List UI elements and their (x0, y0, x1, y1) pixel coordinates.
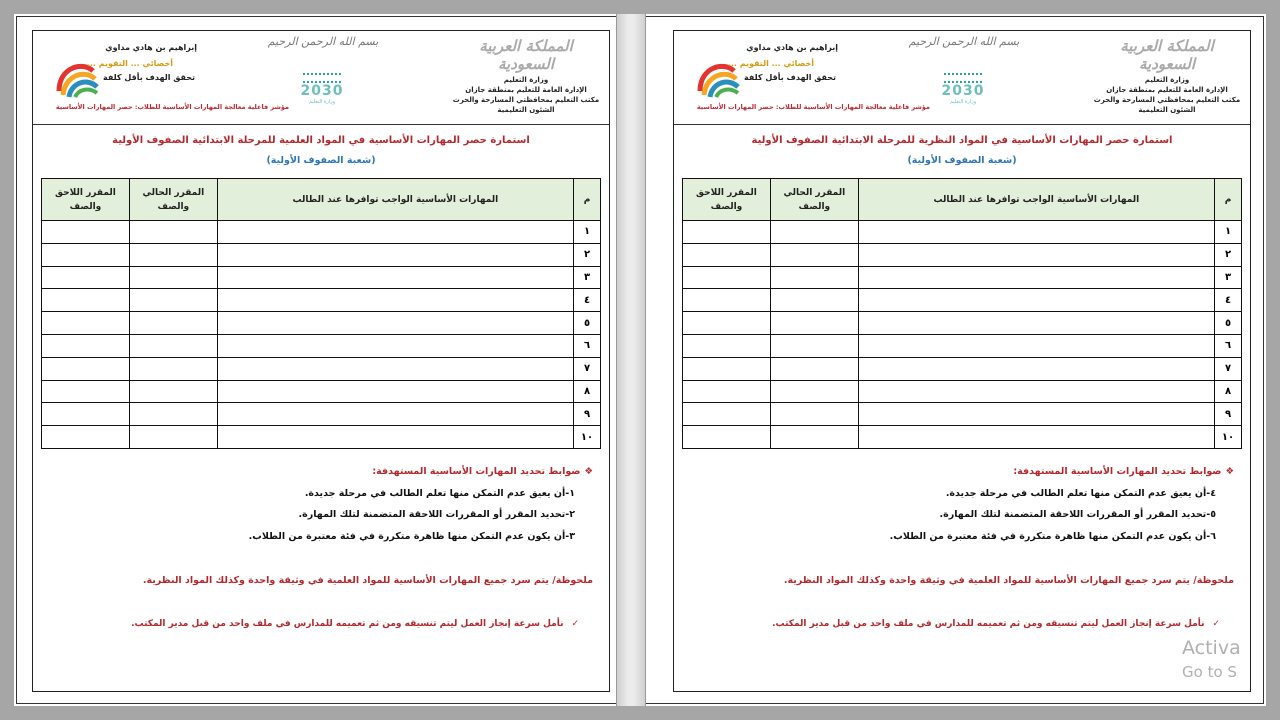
row-number-cell: ١ (1215, 221, 1242, 244)
next-course-cell[interactable] (42, 334, 130, 357)
col-header-number: م (1215, 179, 1242, 221)
criteria-section (53, 461, 593, 547)
department-name: الإدارة العامة للتعليم بمنطقة جازان (465, 86, 587, 94)
table-row (683, 221, 1242, 244)
criteria-heading (694, 461, 1234, 483)
row-number-cell: ٣ (574, 266, 601, 289)
vision-subtext: وزارة التعليم (949, 99, 977, 105)
criteria-section (694, 461, 1234, 547)
next-course-cell[interactable] (683, 243, 771, 266)
closing-note (59, 619, 579, 629)
row-number-cell: ٤ (1215, 289, 1242, 312)
col-header-skills: المهارات الأساسية الواجب توافرها عند الطالب (217, 179, 573, 221)
skill-cell[interactable] (858, 289, 1214, 312)
document-page-right (673, 30, 1251, 692)
row-number-cell: ٩ (574, 403, 601, 426)
document-header (33, 31, 609, 125)
current-course-cell[interactable] (770, 403, 858, 426)
row-number-cell: ١٠ (574, 426, 601, 449)
vision-2030-logo (295, 73, 349, 107)
table-row (683, 289, 1242, 312)
row-number-cell: ٧ (574, 357, 601, 380)
row-number-cell: ٦ (574, 334, 601, 357)
table-row (42, 221, 601, 244)
skill-cell[interactable] (217, 312, 573, 335)
next-course-cell[interactable] (683, 357, 771, 380)
next-course-cell[interactable] (683, 221, 771, 244)
table-row (42, 312, 601, 335)
conference-line: مؤشر فاعلية معالجة المهارات الأساسية للطلاب: حصر المهارات الأساسية (696, 103, 930, 111)
skill-cell[interactable] (858, 266, 1214, 289)
table-row (42, 334, 601, 357)
table-row (42, 357, 601, 380)
skill-cell[interactable] (858, 357, 1214, 380)
next-course-cell[interactable] (42, 266, 130, 289)
row-number-cell: ٩ (1215, 403, 1242, 426)
table-row (42, 266, 601, 289)
table-row (683, 243, 1242, 266)
table-row (42, 426, 601, 449)
table-row (683, 380, 1242, 403)
evaluation-logo (694, 43, 844, 99)
row-number-cell: ٤ (574, 289, 601, 312)
table-row (683, 357, 1242, 380)
skill-cell[interactable] (217, 380, 573, 403)
logo-slogan: تحقق الهدف بأقل كلفة (744, 73, 836, 82)
skill-cell[interactable] (217, 426, 573, 449)
current-course-cell[interactable] (129, 266, 217, 289)
criteria-item: ٥-تحديد المقرر أو المقررات اللاحقة المتضمنة لتلك المهارة. (939, 509, 1216, 520)
conference-line: مؤشر فاعلية معالجة المهارات الأساسية للطلاب: حصر المهارات الأساسية (55, 103, 289, 111)
next-course-cell[interactable] (42, 243, 130, 266)
vision-dots (944, 73, 982, 83)
criteria-item: ١-أن يعيق عدم التمكن منها تعلم الطالب في مرحلة جديدة. (304, 487, 575, 499)
current-course-cell[interactable] (129, 243, 217, 266)
skill-cell[interactable] (217, 266, 573, 289)
skill-cell[interactable] (858, 243, 1214, 266)
page-divider (616, 14, 646, 706)
ministry-block (1092, 37, 1242, 115)
row-number-cell: ٨ (574, 380, 601, 403)
current-course-cell[interactable] (129, 380, 217, 403)
criteria-title: ضوابط تحديد المهارات الأساسية المستهدفة: (372, 466, 581, 477)
col-header-next-course: المقرر اللاحق والصف (42, 179, 130, 221)
current-course-cell[interactable] (129, 403, 217, 426)
table-header-row (683, 179, 1242, 221)
skills-table (682, 178, 1242, 449)
row-number-cell: ٢ (574, 243, 601, 266)
current-course-cell[interactable] (770, 266, 858, 289)
department-name: الإدارة العامة للتعليم بمنطقة جازان (1106, 86, 1228, 94)
bismillah-calligraphy: بسم الله الرحمن الرحيم (267, 35, 379, 48)
skill-cell[interactable] (858, 334, 1214, 357)
current-course-cell[interactable] (129, 426, 217, 449)
affairs-name: الشئون التعليمية (497, 106, 555, 114)
document-header (674, 31, 1250, 125)
skill-cell[interactable] (858, 312, 1214, 335)
next-course-cell[interactable] (683, 289, 771, 312)
closing-text: نأمل سرعة إنجاز العمل ليتم تنسيقه ومن ثم تعميمه للمدارس في ملف واحد من قبل مدير المكتب. (772, 619, 1205, 629)
row-number-cell: ٦ (1215, 334, 1242, 357)
vision-dots (303, 73, 341, 83)
ministry-block (451, 37, 601, 115)
logo-tag: أخصائي ... التقويم ... (727, 59, 814, 68)
next-course-cell[interactable] (42, 426, 130, 449)
form-subtitle: (شعبة الصفوف الأولية) (266, 155, 376, 166)
current-course-cell[interactable] (129, 357, 217, 380)
criteria-heading (53, 461, 593, 483)
current-course-cell[interactable] (770, 221, 858, 244)
skill-cell[interactable] (858, 380, 1214, 403)
remark-note: ملحوظة/ يتم سرد جميع المهارات الأساسية للمواد العلمية في وثيقة واحدة وكذلك المواد النظرية. (783, 575, 1234, 586)
skill-cell[interactable] (217, 357, 573, 380)
skills-table (41, 178, 601, 449)
closing-text: نأمل سرعة إنجاز العمل ليتم تنسيقه ومن ثم تعميمه للمدارس في ملف واحد من قبل مدير المكتب. (131, 619, 564, 629)
vision-year: 2030 (300, 83, 344, 99)
next-course-cell[interactable] (683, 426, 771, 449)
col-header-number: م (574, 179, 601, 221)
row-number-cell: ١٠ (1215, 426, 1242, 449)
ministry-name: وزارة التعليم (503, 76, 549, 84)
kingdom-calligraphy: المملكة العربية السعودية (1120, 37, 1214, 73)
office-name: مكتب التعليم بمحافظتي المسارحة والحرث (1093, 96, 1241, 104)
skill-cell[interactable] (858, 221, 1214, 244)
current-course-cell[interactable] (770, 243, 858, 266)
logo-tag: أخصائي ... التقويم ... (86, 59, 173, 68)
activation-watermark (1182, 636, 1260, 690)
table-body (42, 221, 601, 449)
skill-cell[interactable] (858, 426, 1214, 449)
current-course-cell[interactable] (770, 380, 858, 403)
next-course-cell[interactable] (42, 221, 130, 244)
checkmark-icon: ✓ (1212, 619, 1220, 629)
checkmark-icon: ✓ (571, 619, 579, 629)
skill-cell[interactable] (217, 334, 573, 357)
remark-note: ملحوظة/ يتم سرد جميع المهارات الأساسية للمواد العلمية في وثيقة واحدة وكذلك المواد النظرية. (142, 575, 593, 586)
row-number-cell: ٧ (1215, 357, 1242, 380)
form-title: استمارة حصر المهارات الأساسية في المواد العلمية للمرحلة الابتدائية الصفوف الأولية (112, 135, 530, 146)
current-course-cell[interactable] (129, 289, 217, 312)
row-number-cell: ٢ (1215, 243, 1242, 266)
logo-slogan: تحقق الهدف بأقل كلفة (103, 73, 195, 82)
current-course-cell[interactable] (129, 334, 217, 357)
watermark-line-1: Activa (1182, 637, 1241, 659)
table-row (683, 426, 1242, 449)
next-course-cell[interactable] (683, 334, 771, 357)
next-course-cell[interactable] (42, 312, 130, 335)
closing-note (700, 619, 1220, 629)
current-course-cell[interactable] (770, 334, 858, 357)
next-course-cell[interactable] (42, 357, 130, 380)
next-course-cell[interactable] (683, 312, 771, 335)
affairs-name: الشئون التعليمية (1138, 106, 1196, 114)
table-header-row (42, 179, 601, 221)
star-bullet-icon: ❖ (584, 466, 593, 477)
skill-cell[interactable] (217, 243, 573, 266)
table-row (42, 243, 601, 266)
col-header-current-course: المقرر الحالي والصف (770, 179, 858, 221)
next-course-cell[interactable] (42, 289, 130, 312)
current-course-cell[interactable] (129, 221, 217, 244)
next-course-cell[interactable] (683, 380, 771, 403)
row-number-cell: ٨ (1215, 380, 1242, 403)
current-course-cell[interactable] (770, 357, 858, 380)
skill-cell[interactable] (217, 289, 573, 312)
criteria-item: ٤-أن يعيق عدم التمكن منها تعلم الطالب في مرحلة جديدة. (945, 487, 1216, 499)
table-row (683, 266, 1242, 289)
criteria-item: ٢-تحديد المقرر أو المقررات اللاحقة المتضمنة لتلك المهارة. (298, 509, 575, 520)
office-name: مكتب التعليم بمحافظتي المسارحة والحرث (452, 96, 600, 104)
next-course-cell[interactable] (683, 266, 771, 289)
next-course-cell[interactable] (42, 403, 130, 426)
table-row (683, 312, 1242, 335)
star-bullet-icon: ❖ (1225, 466, 1234, 477)
criteria-item: ٦-أن يكون عدم التمكن منها ظاهرة متكررة في فئة معتبرة من الطلاب. (889, 530, 1216, 542)
current-course-cell[interactable] (129, 312, 217, 335)
form-subtitle: (شعبة الصفوف الأولية) (907, 155, 1017, 166)
current-course-cell[interactable] (770, 289, 858, 312)
row-number-cell: ٥ (1215, 312, 1242, 335)
bismillah-calligraphy: بسم الله الرحمن الرحيم (908, 35, 1020, 48)
table-row (683, 334, 1242, 357)
criteria-item: ٣-أن يكون عدم التمكن منها ظاهرة متكررة في فئة معتبرة من الطلاب. (248, 530, 575, 542)
form-title: استمارة حصر المهارات الأساسية في المواد النظرية للمرحلة الابتدائية الصفوف الأولية (751, 135, 1173, 146)
table-body (683, 221, 1242, 449)
next-course-cell[interactable] (683, 403, 771, 426)
col-header-next-course: المقرر اللاحق والصف (683, 179, 771, 221)
criteria-title: ضوابط تحديد المهارات الأساسية المستهدفة: (1013, 466, 1222, 477)
current-course-cell[interactable] (770, 426, 858, 449)
table-row (42, 289, 601, 312)
logo-name: إبراهيم بن هادي مداوي (746, 43, 838, 52)
vision-subtext: وزارة التعليم (308, 99, 336, 105)
col-header-skills: المهارات الأساسية الواجب توافرها عند الطالب (858, 179, 1214, 221)
skill-cell[interactable] (858, 403, 1214, 426)
evaluation-logo (53, 43, 203, 99)
col-header-current-course: المقرر الحالي والصف (129, 179, 217, 221)
row-number-cell: ٣ (1215, 266, 1242, 289)
document-page-left (32, 30, 610, 692)
next-course-cell[interactable] (42, 380, 130, 403)
vision-year: 2030 (941, 83, 985, 99)
current-course-cell[interactable] (770, 312, 858, 335)
row-number-cell: ٥ (574, 312, 601, 335)
skill-cell[interactable] (217, 221, 573, 244)
watermark-line-2: Go to S (1182, 663, 1237, 681)
vision-2030-logo (936, 73, 990, 107)
table-row (42, 380, 601, 403)
skill-cell[interactable] (217, 403, 573, 426)
table-row (42, 403, 601, 426)
logo-name: إبراهيم بن هادي مداوي (105, 43, 197, 52)
table-row (683, 403, 1242, 426)
kingdom-calligraphy: المملكة العربية السعودية (479, 37, 573, 73)
ministry-name: وزارة التعليم (1144, 76, 1190, 84)
row-number-cell: ١ (574, 221, 601, 244)
